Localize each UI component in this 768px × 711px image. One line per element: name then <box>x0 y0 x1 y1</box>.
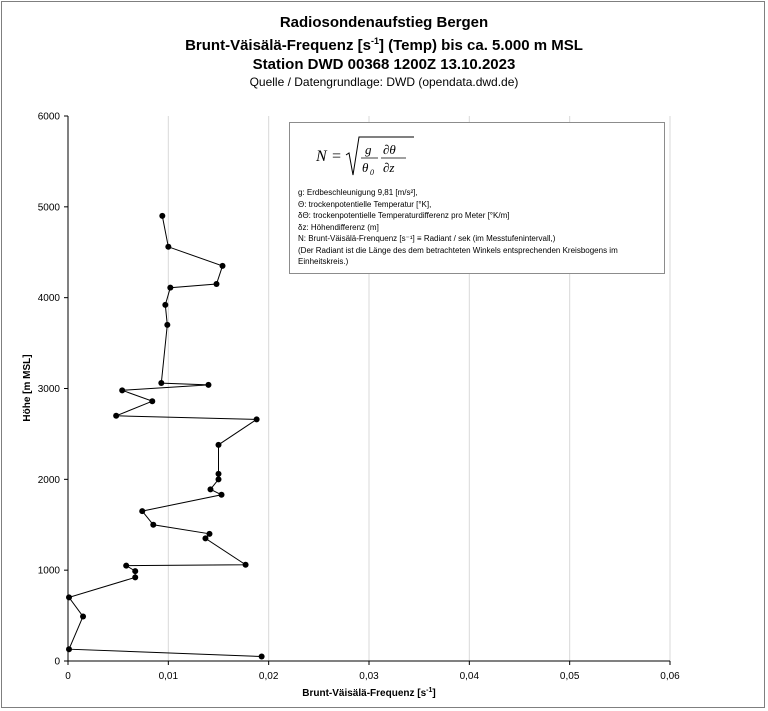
x-tick-label: 0,03 <box>359 671 379 682</box>
data-point <box>216 476 222 482</box>
x-tick-label: 0,06 <box>660 671 680 682</box>
formula-g: g <box>365 142 372 157</box>
y-tick-label: 6000 <box>37 111 60 123</box>
y-tick-label: 4000 <box>37 293 60 305</box>
data-point <box>216 471 222 477</box>
data-point <box>167 285 173 291</box>
data-point <box>213 281 219 287</box>
formula-equals: = <box>331 148 342 165</box>
x-tick-label: 0 <box>65 671 71 682</box>
x-tick-label: 0,02 <box>258 671 279 682</box>
data-point <box>123 563 129 569</box>
data-point <box>202 535 208 541</box>
data-point <box>207 486 213 492</box>
legend-line: δz: Höhendifferenz (m] <box>298 222 379 232</box>
data-point <box>139 508 145 514</box>
formula-legend <box>289 122 665 274</box>
data-point <box>165 244 171 250</box>
data-point <box>132 568 138 574</box>
data-point <box>220 263 226 269</box>
data-point <box>205 382 211 388</box>
formula-sub0: 0 <box>370 168 374 177</box>
y-tick-label: 0 <box>54 656 60 668</box>
x-tick-label: 0,01 <box>158 671 179 682</box>
y-tick-label: 5000 <box>37 202 60 214</box>
data-point <box>162 302 168 308</box>
chart-title: Radiosondenaufstieg Bergen <box>279 14 489 31</box>
formula <box>316 135 436 184</box>
legend-line: g: Erdbeschleunigung 9,81 [m/s²], <box>298 188 418 197</box>
y-tick-label: 2000 <box>37 474 60 486</box>
data-point <box>150 522 156 528</box>
legend-line: N: Brunt-Väisälä-Frenquenz [s⁻¹] ≡ Radiant / sek (im Messtufenintervall,) <box>298 234 556 243</box>
chart-source: Quelle / Datengrundlage: DWD (opendata.dwd.de) <box>249 75 519 89</box>
legend-lines <box>298 187 660 268</box>
x-axis-label: Brunt-Väisälä-Frequenz $[s^{-1}]$ <box>302 687 436 699</box>
y-tick-label: 3000 <box>37 384 60 395</box>
formula-dz: ∂z <box>383 160 395 175</box>
data-point <box>66 594 72 600</box>
data-point <box>158 380 164 386</box>
data-point <box>80 613 86 619</box>
legend-line: Θ: trockenpotentielle Temperatur [°K], <box>298 199 432 209</box>
x-tick-label: 0,04 <box>459 671 480 682</box>
chart-subtitle: Brunt-Väisälä-Frequenz $[s^{-1}]$ (Temp) bis ca. 5.000 m MSL <box>185 36 583 54</box>
data-point <box>164 322 170 328</box>
data-point <box>216 442 222 448</box>
formula-graphic <box>316 135 436 179</box>
formula-n: N <box>316 148 327 165</box>
data-point <box>119 387 125 393</box>
legend-line: δΘ: trockenpotentielle Temperaturdifferenz pro Meter [°K/m] <box>298 211 510 220</box>
formula-theta0: θ <box>362 160 369 175</box>
chart-station: Station DWD 00368 1200Z 13.10.2023 <box>252 56 516 73</box>
formula-dtheta: ∂θ <box>383 142 396 157</box>
series-line <box>69 216 262 657</box>
data-point <box>132 574 138 580</box>
data-point <box>254 416 260 422</box>
data-point <box>219 492 225 498</box>
data-point <box>259 653 265 659</box>
data-point <box>66 646 72 652</box>
data-point <box>113 413 119 419</box>
data-point <box>159 213 165 219</box>
legend-line: (Der Radiant ist die Länge des dem betrachteten Winkels entsprechenden Kreisbogens im Einheitskreis.) <box>298 245 620 266</box>
x-tick-label: 0,05 <box>559 671 580 682</box>
data-point <box>149 398 155 404</box>
data-point <box>206 531 212 537</box>
sqrt-sign <box>346 137 414 175</box>
data-point <box>243 562 249 568</box>
y-axis-label: Höhe [m MSL] <box>22 354 33 422</box>
y-tick-label: 1000 <box>37 565 60 577</box>
